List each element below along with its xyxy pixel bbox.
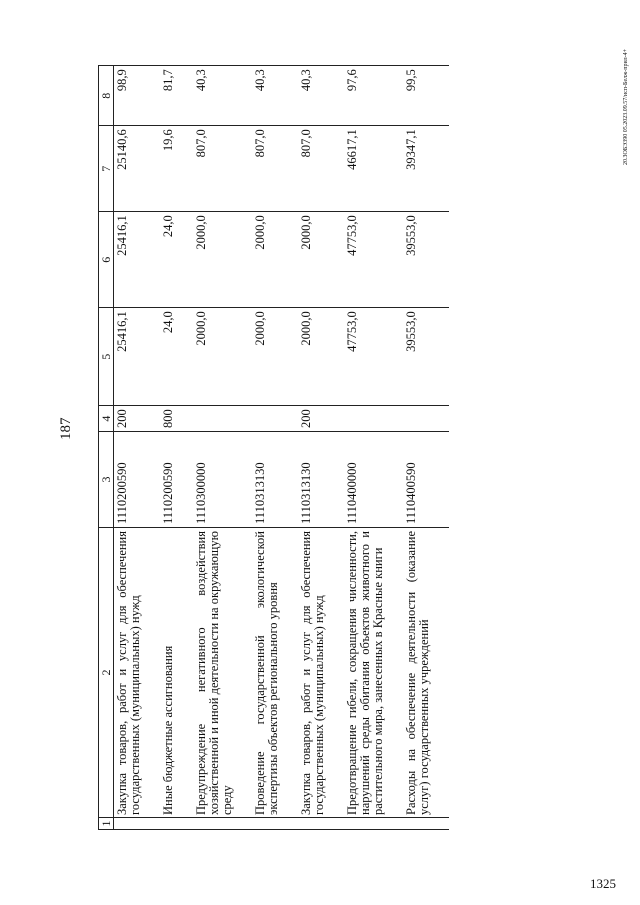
- row-number-cell: [252, 818, 298, 830]
- row-name: Проведение государственной экологической экспертизы объектов регионального уровня: [252, 528, 298, 818]
- header-col-1: 1: [99, 818, 114, 830]
- row-code: 1110400000: [344, 432, 403, 528]
- row-col6: 2000,0: [298, 212, 344, 308]
- row-number-cell: [344, 818, 403, 830]
- row-name: Предупреждение негативного воздействия хозяйственной и иной деятельности на окружающую среду: [193, 528, 252, 818]
- row-col7: 46617,1: [344, 126, 403, 212]
- row-name: Закупка товаров, работ и услуг для обеспечения государственных (муниципальных) нужд: [298, 528, 344, 818]
- table-row: [403, 66, 449, 830]
- header-col-8: 8: [99, 66, 114, 126]
- row-vr: 200: [298, 406, 344, 432]
- row-col8: 40,3: [193, 66, 252, 126]
- header-col-7: 7: [99, 126, 114, 212]
- row-col8: 40,3: [298, 66, 344, 126]
- table-row: [193, 66, 252, 830]
- sheet-number: 1325: [590, 876, 616, 891]
- row-col7: 807,0: [252, 126, 298, 212]
- row-vr: [193, 406, 252, 432]
- row-code: 1110200590: [160, 432, 193, 528]
- row-col6: 2000,0: [193, 212, 252, 308]
- header-col-3: 3: [99, 432, 114, 528]
- header-row: [99, 66, 114, 830]
- row-code: 1110300000: [193, 432, 252, 528]
- row-col7: 807,0: [193, 126, 252, 212]
- row-col7: 807,0: [298, 126, 344, 212]
- row-name: Закупка товаров, работ и услуг для обеспечения государственных (муниципальных) нужд: [114, 528, 161, 818]
- document-stamp: 20.ЗОБЭ390 05.2023.09.57/исп-Белж-прил-4+: [623, 48, 629, 165]
- row-code: 1110313130: [298, 432, 344, 528]
- row-col6: 25416,1: [114, 212, 161, 308]
- row-number-cell: [114, 818, 161, 830]
- row-code: 1110313130: [252, 432, 298, 528]
- row-col5: 25416,1: [114, 308, 161, 406]
- row-code: 1110400590: [403, 432, 449, 528]
- header-col-2: 2: [99, 528, 114, 818]
- row-col6: 47753,0: [344, 212, 403, 308]
- header-col-4: 4: [99, 406, 114, 432]
- row-col7: 39347,1: [403, 126, 449, 212]
- row-col6: 39553,0: [403, 212, 449, 308]
- row-vr: [252, 406, 298, 432]
- row-vr: 800: [160, 406, 193, 432]
- row-col8: 81,7: [160, 66, 193, 126]
- table-row: [252, 66, 298, 830]
- budget-table: [98, 65, 449, 830]
- row-name: Иные бюджетные ассигнования: [160, 528, 193, 818]
- table-row: [160, 66, 193, 830]
- row-col6: 24,0: [160, 212, 193, 308]
- row-col8: 40,3: [252, 66, 298, 126]
- rotated-table-wrapper: [98, 30, 598, 830]
- row-vr: 200: [114, 406, 161, 432]
- row-col5: 39553,0: [403, 308, 449, 406]
- row-name: Расходы на обеспечение деятельности (оказание услуг) государственных учреждений: [403, 528, 449, 818]
- row-code: 1110200590: [114, 432, 161, 528]
- row-number-cell: [403, 818, 449, 830]
- row-col8: 98,9: [114, 66, 161, 126]
- row-number-cell: [193, 818, 252, 830]
- row-vr: [403, 406, 449, 432]
- row-col5: 47753,0: [344, 308, 403, 406]
- row-col8: 97,6: [344, 66, 403, 126]
- header-col-6: 6: [99, 212, 114, 308]
- row-number-cell: [160, 818, 193, 830]
- row-vr: [344, 406, 403, 432]
- row-col8: 99,5: [403, 66, 449, 126]
- table-row: [298, 66, 344, 830]
- table-row: [114, 66, 161, 830]
- row-col5: 2000,0: [298, 308, 344, 406]
- row-col7: 25140,6: [114, 126, 161, 212]
- row-col5: 24,0: [160, 308, 193, 406]
- page-number: 187: [58, 417, 74, 440]
- row-col7: 19,6: [160, 126, 193, 212]
- header-col-5: 5: [99, 308, 114, 406]
- row-number-cell: [298, 818, 344, 830]
- row-col6: 2000,0: [252, 212, 298, 308]
- row-col5: 2000,0: [193, 308, 252, 406]
- table-row: [344, 66, 403, 830]
- row-name: Предотвращение гибели, сокращения численности, нарушений среды обитания объектов животного и растительного мира, занесенных в Красные книги: [344, 528, 403, 818]
- row-col5: 2000,0: [252, 308, 298, 406]
